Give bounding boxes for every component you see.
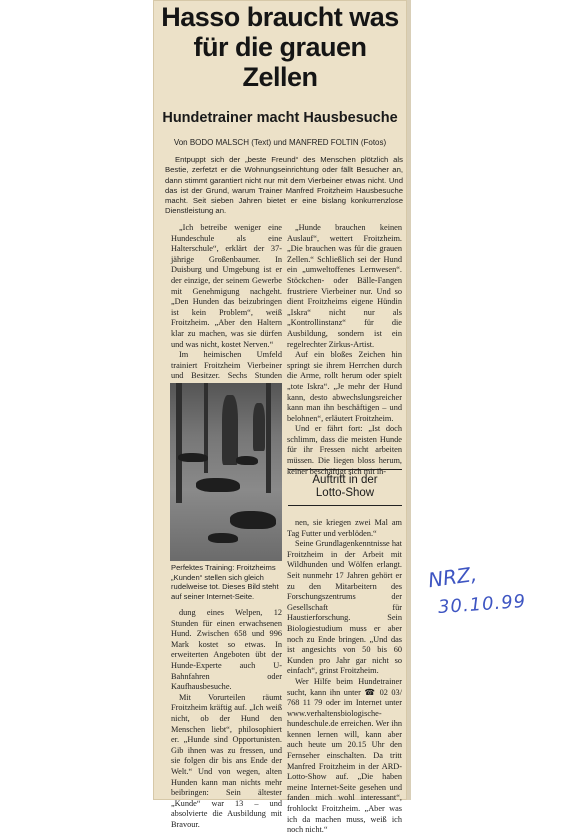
column-right-bottom bbox=[287, 518, 402, 836]
paragraph: Und er fährt fort: „Ist doch schlimm, dass die meisten Hunde für ihr Fressen nicht arbeiten müssen. Die liegen bloss herum, keiner beschäftigt sich mit ih- bbox=[287, 424, 402, 476]
paragraph: Seine Grundlagenkenntnisse hat Froitzheim in der Arbeit mit Wildhunden und Wölfen erlangt. Seit nunmehr 17 Jahren gehört er zu den Mitarbeitern des Forschungszentrums der Gesellschaft für Haustierforschung. Sein Biologiestudium muss er aber noch zu Ende bringen. „Und das ist angesichts von 50 bis 60 Kunden pro Jahr gar nicht so einfach“, grinst Froitzheim. bbox=[287, 539, 402, 676]
paragraph: Mit Vorurteilen räumt Froitzheim kräftig auf. „Ich weiß nicht, ob der Hund den Menschen liebt“, philosophiert er. „Hunde sind Opportunisten. Gib ihnen was zu fressen, und sie folgen dir bis ans Ende der Welt.“ Und von wegen, alten Hunden kann man nichts mehr beibringen: Sein ältester „Kunde“ war 13 – und absolvierte die Ausbildung mit Bravour. bbox=[171, 692, 282, 829]
section-heading-box bbox=[288, 469, 402, 506]
column-left-bottom bbox=[171, 608, 282, 830]
column-left-top bbox=[171, 223, 282, 393]
paragraph: „Ich betreibe weniger eine Hundeschule als eine Halterschule“, erklärt der 37-jährige Großenbaumer. In Duisburg und Umgebung ist er der einzige, der seinem Gewerbe mit Genehmigung nachgeht. „Den Hunden das beizubringen ist kein Problem“, weiß Froitzheim. „Aber den Haltern klar zu machen, was sie dürfen und was nicht, kostet Nerven.“ bbox=[171, 223, 282, 349]
paragraph: Auf ein bloßes Zeichen hin springt sie ihrem Herrchen durch die Arme, rollt herum oder spielt „tote Iskra“. „Je mehr der Hund kann, desto abwechslungsreicher kann man ihn beschäftigen – und belohnen“, erläutert Froitzheim. bbox=[287, 350, 402, 423]
byline: Von BODO MALSCH (Text) und MANFRED FOLTIN (Fotos) bbox=[173, 138, 387, 147]
subheadline: Hundetrainer macht Hausbesuche bbox=[162, 110, 398, 126]
dog-training-photo bbox=[170, 383, 282, 561]
handwritten-source-note: NRZ, bbox=[426, 561, 479, 593]
paragraph: Im heimischen Umfeld trainiert Froitzheim Vierbeiner und Besitzer. Sechs Stunden bbox=[171, 350, 282, 381]
paragraph: Wer Hilfe beim Hundetrainer sucht, kann ihn unter ☎ 02 03/ 768 11 79 oder im Internet unter www.verhaltensbiologische-hundeschule.de erreichen. Wer ihn kennen lernen will, kann aber auch heute um 20.15 Uhr den Fernseher einschalten. Da tritt Manfred Froitzheim in der ARD-Lotto-Show auf. „Die haben meine Internet-Seite gesehen und fanden mich wohl interessant“, frohlockt Froitzheim. „Aber was ich da machen muss, weiß ich noch nicht.“ bbox=[287, 676, 402, 835]
section-heading-line: Auftritt in der bbox=[312, 474, 378, 486]
paragraph: dung eines Welpen, 12 Stunden für einen erwachsenen Hund. Zwischen 658 und 996 Mark kostet so etwas. In erweiterten Angeboten übt der Hunde-Experte auch U-Bahnfahren oder Kaufhausbesuche. bbox=[171, 608, 282, 692]
section-heading-line: Lotto-Show bbox=[315, 487, 375, 499]
headline: Hasso braucht was für die grauen Zellen bbox=[161, 2, 399, 92]
lead-paragraph: Entpuppt sich der „beste Freund“ des Menschen plötzlich als Bestie, zerfetzt er die Wohnungseinrichtung oder fällt Besucher an, dann stimmt garantiert nicht nur mit dem Vierbeiner etwas nicht. Und das ist der Grund, warum Trainer Manfred Froitzheim Hausbesuche macht. Seit sieben Jahren bietet er eine bislang konkurrenzlose Dienstleistung an. bbox=[165, 155, 403, 216]
paragraph: nen, sie kriegen zwei Mal am Tag Futter und verblöden.“ bbox=[287, 518, 402, 538]
paragraph: „Hunde brauchen keinen Auslauf“, wettert Froitzheim. „Die brauchen was für die grauen Zellen.“ Schließlich sei der Hund ein „umweltoffenes Lernwesen“. Stöckchen- oder Bälle-Fangen frustriere Vierbeiner nur. Und so dient Froitzheims eigene Hündin „Iskra“ nicht nur als „Kontrollinstanz“ für die Ausbildung, sondern ist ein regelrechter Zirkus-Artist. bbox=[287, 223, 402, 349]
photo-caption: Perfektes Training: Froitzheims „Kunden“ stellen sich gleich rudelweise tot. Dieses Bild steht auf seiner Internet-Seite. bbox=[171, 563, 279, 601]
column-right-top bbox=[287, 223, 402, 477]
clipping-edge bbox=[407, 0, 411, 800]
handwritten-date-note: 30.10.99 bbox=[437, 590, 527, 619]
